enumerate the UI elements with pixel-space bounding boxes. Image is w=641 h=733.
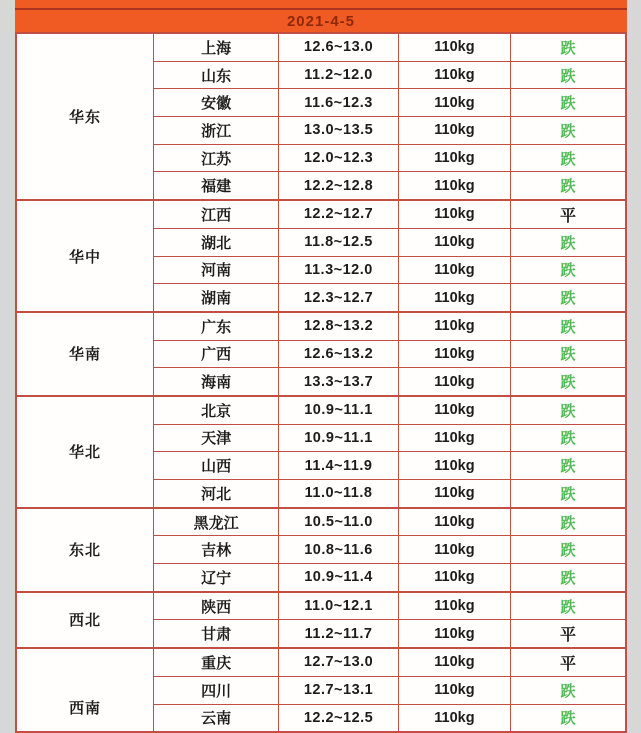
- status-cell: 跌: [511, 452, 626, 480]
- province-cell: 吉林: [153, 536, 278, 564]
- price-cell: 11.0~12.1: [279, 592, 398, 620]
- weight-cell: 110kg: [398, 424, 510, 452]
- region-cell: 华南: [16, 312, 153, 396]
- weight-cell: 110kg: [398, 340, 510, 368]
- status-cell: 跌: [511, 424, 626, 452]
- price-cell: 11.3~12.0: [279, 256, 398, 284]
- weight-cell: 110kg: [398, 620, 510, 648]
- price-cell: 12.0~12.3: [279, 144, 398, 172]
- price-cell: 10.9~11.4: [279, 564, 398, 592]
- province-cell: 江西: [153, 200, 278, 228]
- weight-cell: 110kg: [398, 200, 510, 228]
- price-cell: 10.9~11.1: [279, 396, 398, 424]
- status-cell: 跌: [511, 61, 626, 89]
- province-cell: 山东: [153, 61, 278, 89]
- price-cell: 12.2~12.8: [279, 172, 398, 200]
- status-cell: 平: [511, 620, 626, 648]
- status-cell: 跌: [511, 172, 626, 200]
- price-cell: 11.0~11.8: [279, 480, 398, 508]
- region-cell: 东北: [16, 508, 153, 592]
- weight-cell: 110kg: [398, 284, 510, 312]
- status-cell: 跌: [511, 480, 626, 508]
- region-cell: 华北: [16, 396, 153, 508]
- province-cell: 云南: [153, 704, 278, 732]
- weight-cell: 110kg: [398, 676, 510, 704]
- province-cell: 重庆: [153, 648, 278, 676]
- price-cell: 12.2~12.7: [279, 200, 398, 228]
- price-cell: 13.0~13.5: [279, 117, 398, 145]
- province-cell: 湖南: [153, 284, 278, 312]
- price-cell: 12.7~13.0: [279, 648, 398, 676]
- weight-cell: 110kg: [398, 117, 510, 145]
- price-cell: 13.3~13.7: [279, 368, 398, 396]
- weight-cell: 110kg: [398, 480, 510, 508]
- weight-cell: 110kg: [398, 452, 510, 480]
- status-cell: 跌: [511, 33, 626, 61]
- status-cell: 跌: [511, 368, 626, 396]
- province-cell: 上海: [153, 33, 278, 61]
- status-cell: 跌: [511, 564, 626, 592]
- table-row: [16, 200, 626, 228]
- date-label: 2021-4-5: [286, 12, 356, 30]
- province-cell: 福建: [153, 172, 278, 200]
- cutoff-title-bar: [15, 0, 627, 10]
- price-cell: 10.5~11.0: [279, 508, 398, 536]
- province-cell: 海南: [153, 368, 278, 396]
- status-cell: 跌: [511, 144, 626, 172]
- weight-cell: 110kg: [398, 648, 510, 676]
- table-row: [16, 33, 626, 61]
- province-cell: 江苏: [153, 144, 278, 172]
- province-cell: 辽宁: [153, 564, 278, 592]
- price-cell: 12.6~13.0: [279, 33, 398, 61]
- status-cell: 跌: [511, 228, 626, 256]
- province-cell: 山西: [153, 452, 278, 480]
- price-cell: 12.3~12.7: [279, 284, 398, 312]
- price-cell: 11.2~12.0: [279, 61, 398, 89]
- province-cell: 浙江: [153, 117, 278, 145]
- price-cell: 11.6~12.3: [279, 89, 398, 117]
- price-table-panel: [15, 0, 627, 728]
- table-row: [16, 592, 626, 620]
- table-row: [16, 648, 626, 676]
- price-cell: 12.6~13.2: [279, 340, 398, 368]
- province-cell: 甘肃: [153, 620, 278, 648]
- weight-cell: 110kg: [398, 172, 510, 200]
- status-cell: 跌: [511, 256, 626, 284]
- weight-cell: 110kg: [398, 144, 510, 172]
- status-cell: 跌: [511, 117, 626, 145]
- price-cell: 11.4~11.9: [279, 452, 398, 480]
- region-cell: 西北: [16, 592, 153, 648]
- date-header: [15, 10, 627, 32]
- province-cell: 湖北: [153, 228, 278, 256]
- region-cell: 华中: [16, 200, 153, 312]
- price-table-body: [16, 33, 626, 732]
- weight-cell: 110kg: [398, 61, 510, 89]
- region-cell: 华东: [16, 33, 153, 200]
- weight-cell: 110kg: [398, 704, 510, 732]
- province-cell: 陕西: [153, 592, 278, 620]
- province-cell: 河北: [153, 480, 278, 508]
- price-cell: 12.2~12.5: [279, 704, 398, 732]
- status-cell: 跌: [511, 536, 626, 564]
- province-cell: 北京: [153, 396, 278, 424]
- weight-cell: 110kg: [398, 396, 510, 424]
- weight-cell: 110kg: [398, 508, 510, 536]
- price-cell: 12.7~13.1: [279, 676, 398, 704]
- status-cell: 跌: [511, 340, 626, 368]
- right-gray-strip: [627, 0, 641, 703]
- weight-cell: 110kg: [398, 536, 510, 564]
- weight-cell: 110kg: [398, 89, 510, 117]
- price-cell: 10.8~11.6: [279, 536, 398, 564]
- status-cell: 跌: [511, 284, 626, 312]
- province-cell: 安徽: [153, 89, 278, 117]
- weight-cell: 110kg: [398, 33, 510, 61]
- table-row: [16, 312, 626, 340]
- province-cell: 黑龙江: [153, 508, 278, 536]
- weight-cell: 110kg: [398, 368, 510, 396]
- status-cell: 跌: [511, 592, 626, 620]
- province-cell: 广西: [153, 340, 278, 368]
- table-row: [16, 508, 626, 536]
- weight-cell: 110kg: [398, 256, 510, 284]
- pig-price-table: [15, 32, 627, 733]
- province-cell: 四川: [153, 676, 278, 704]
- province-cell: 河南: [153, 256, 278, 284]
- status-cell: 跌: [511, 508, 626, 536]
- status-cell: 平: [511, 200, 626, 228]
- status-cell: 跌: [511, 89, 626, 117]
- weight-cell: 110kg: [398, 228, 510, 256]
- left-gray-strip: [0, 0, 15, 703]
- status-cell: 跌: [511, 676, 626, 704]
- weight-cell: 110kg: [398, 312, 510, 340]
- weight-cell: 110kg: [398, 592, 510, 620]
- price-cell: 11.2~11.7: [279, 620, 398, 648]
- price-cell: 10.9~11.1: [279, 424, 398, 452]
- province-cell: 天津: [153, 424, 278, 452]
- table-row: [16, 396, 626, 424]
- region-cell: 西南: [16, 648, 153, 732]
- price-cell: 12.8~13.2: [279, 312, 398, 340]
- status-cell: 跌: [511, 704, 626, 732]
- price-cell: 11.8~12.5: [279, 228, 398, 256]
- status-cell: 跌: [511, 396, 626, 424]
- province-cell: 广东: [153, 312, 278, 340]
- status-cell: 平: [511, 648, 626, 676]
- status-cell: 跌: [511, 312, 626, 340]
- weight-cell: 110kg: [398, 564, 510, 592]
